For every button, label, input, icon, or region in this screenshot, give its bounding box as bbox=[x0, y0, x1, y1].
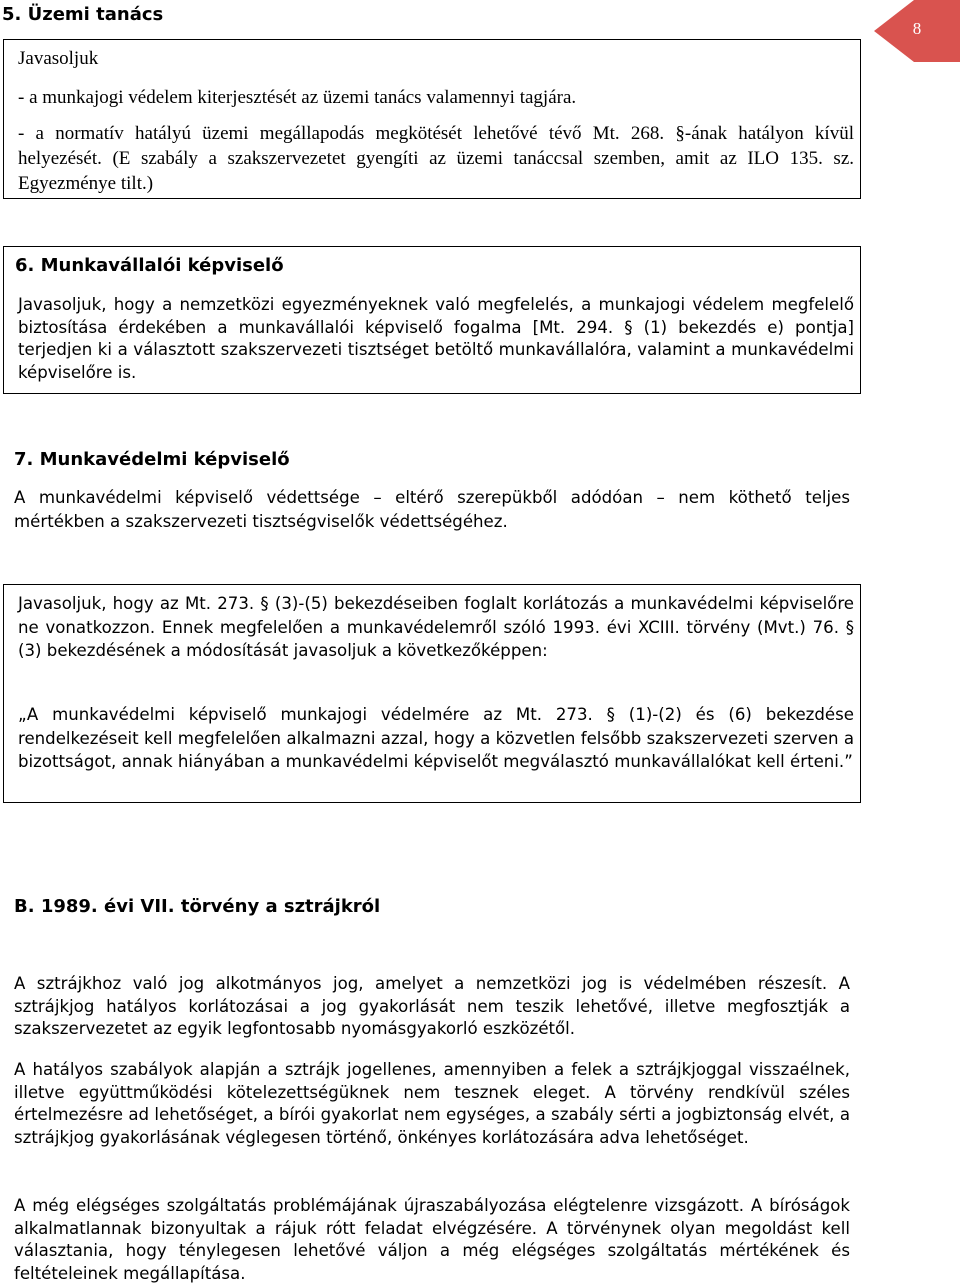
section-6-heading: 6. Munkavállalói képviselő bbox=[15, 255, 284, 276]
page-number: 8 bbox=[912, 19, 922, 38]
section-7-heading: 7. Munkavédelmi képviselő bbox=[14, 449, 290, 470]
section-5-heading: 5. Üzemi tanács bbox=[2, 4, 164, 25]
section-b-paragraph-2: A hatályos szabályok alapján a sztrájk jogellenes, amennyiben a felek a sztrájkjoggal visszaélnek, illetve együttműködési kötelezettségüknek nem tesznek eleget. A törvény rendkívül széles értelmezésre ad lehetőséget, a bírói gyakorlat nem egységes, a szabály sérti a jogbiztonság elvét, a sztrájkjog gyakorlásának véglegesen történő, önkényes korlátozására adva lehetőséget. bbox=[14, 1060, 850, 1147]
section-5-item-2: - a normatív hatályú üzemi megállapodás megkötését lehetővé tévő Mt. 268. §-ának hatályon kívül helyezését. (E szabály a szakszervezetet gyengíti az üzemi tanáccsal szemben, amit az ILO 135. sz. Egyezménye tilt.) bbox=[18, 123, 854, 194]
section-7-quote: „A munkavédelmi képviselő munkajogi védelmére az Mt. 273. § (1)-(2) és (6) bekezdése rendelkezéseit kell megfelelően alkalmazni azzal, hogy a közvetlen felsőbb szakszervezeti szerven a bizottságot, annak hiányában a munkavédelmi képviselőt megválasztó munkavállalókat kell érteni.” bbox=[18, 705, 854, 771]
section-5-intro: Javasoljuk bbox=[18, 48, 99, 69]
section-6-box bbox=[3, 246, 861, 394]
section-b-paragraph-3: A még elégséges szolgáltatás problémájának újraszabályozása elégtelenre vizsgázott. A bíróságok alkalmatlannak bizonyultak a rájuk rótt feladat elvégzésére. A törvénynek olyan megoldást kell választania, hogy ténylegesen lehetővé váljon a még elégséges szolgáltatás mértékének és feltételeinek megállapítása. bbox=[14, 1196, 850, 1283]
section-b-heading: B. 1989. évi VII. törvény a sztrájkról bbox=[14, 896, 381, 917]
section-7-proposal-box bbox=[3, 584, 861, 803]
section-5-box bbox=[3, 39, 861, 199]
section-7-paragraph-1: A munkavédelmi képviselő védettsége – eltérő szerepükből adódóan – nem köthető teljes mértékben a szakszervezeti tisztségviselők védettségéhez. bbox=[14, 488, 850, 531]
section-5-item-1: - a munkajogi védelem kiterjesztését az üzemi tanács valamennyi tagjára. bbox=[18, 87, 577, 108]
section-6-paragraph: Javasoljuk, hogy a nemzetközi egyezményeknek való megfelelés, a munkajogi védelem megfelelő biztosítása érdekében a munkavállalói képviselő fogalma [Mt. 294. § (1) bekezdés e) pontja] terjedjen ki a választott szakszervezeti tisztséget betöltő munkavállalóra, valamint a munkavédelmi képviselőre is. bbox=[18, 295, 854, 382]
section-b-paragraph-1: A sztrájkhoz való jog alkotmányos jog, amelyet a nemzetközi jog is védelmében részesít. A sztrájkjog hatályos korlátozásai a jog gyakorlását nem teszik lehetővé, illetve megfosztják a szakszervezetet az egyik legfontosabb nyomásgyakorló eszközétől. bbox=[14, 974, 850, 1038]
section-7-paragraph-2: Javasoljuk, hogy az Mt. 273. § (3)-(5) bekezdéseiben foglalt korlátozás a munkavédelmi képviselőre ne vonatkozzon. Ennek megfelelően a munkavédelemről szóló 1993. évi XCIII. törvény (Mvt.) 76. § (3) bekezdésének a módosítását javasoljuk a következőképpen: bbox=[18, 594, 854, 660]
